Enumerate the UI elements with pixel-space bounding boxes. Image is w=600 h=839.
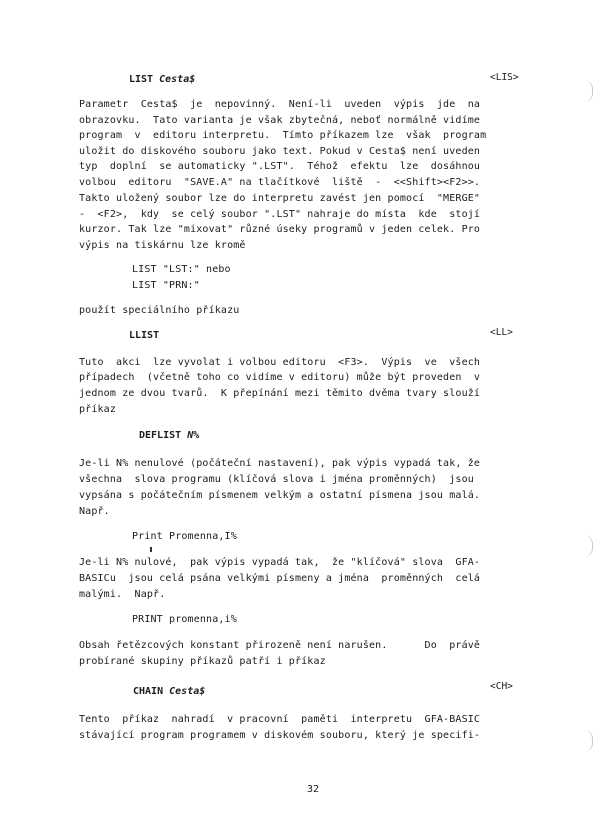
binder-hole-mark xyxy=(584,730,593,752)
paragraph-line: stávající program programem v diskovém souboru, který je specifi- xyxy=(79,730,481,741)
llist-abbreviation: <LL> xyxy=(490,327,513,338)
code-line: LIST "LST:" nebo xyxy=(132,264,231,275)
paragraph-line: Obsah řetězcových konstant přirozeně není narušen. Do právě xyxy=(79,640,481,651)
paragraph-line: typ doplní se automaticky ".LST". Téhož efektu lze dosáhnou xyxy=(79,161,481,172)
paragraph-line: všechna slova programu (klíčová slova i jména proměnných) jsou xyxy=(79,474,474,485)
paragraph-line: probírané skupiny příkazů patří i příkaz xyxy=(79,656,326,667)
llist-heading: LLIST xyxy=(129,330,160,341)
paragraph-line: Je-li N% nenulové (počáteční nastavení), pak výpis vypadá tak, že xyxy=(79,458,481,469)
paragraph-line: jednom ze dvou tvarů. K přepínání mezi těmito dvěma tvary slouží xyxy=(79,388,481,399)
code-line: LIST "PRN:" xyxy=(132,280,200,291)
paragraph-line: Je-li N% nulové, pak výpis vypadá tak, že "klíčová" slova GFA- xyxy=(79,557,481,568)
paragraph-line: příkaz xyxy=(79,404,117,415)
paragraph-line: obrazovku. Tato varianta je však zbytečná, neboť normálně vidíme xyxy=(79,115,481,126)
stray-mark xyxy=(150,547,152,552)
paragraph-line: Tento příkaz nahradí v pracovní paměti interpretu GFA-BASIC xyxy=(79,714,481,725)
paragraph-line: BASICu jsou celá psána velkými písmeny a jména proměnných celá xyxy=(79,573,481,584)
paragraph-line: výpis na tiskárnu lze kromě xyxy=(79,240,246,251)
paragraph-line: uložit do diskového souboru jako text. Pokud v Cesta$ není uveden xyxy=(79,146,481,157)
chain-abbreviation: <CH> xyxy=(490,681,513,692)
paragraph-line: Např. xyxy=(79,506,110,517)
list-heading: LIST Cesta$ xyxy=(129,74,196,85)
paragraph-line: program v editoru interpretu. Tímto příkazem lze však program xyxy=(79,130,487,141)
paragraph-line: vypsána s počátečním písmenem velkým a ostatní písmena jsou malá. xyxy=(79,490,481,501)
code-line: PRINT promenna,i% xyxy=(132,614,237,625)
chain-heading: CHAIN Cesta$ xyxy=(133,686,206,697)
list-abbreviation: <LIS> xyxy=(490,72,519,83)
code-line: Print Promenna,I% xyxy=(132,531,237,542)
paragraph-line: kurzor. Tak lze "mixovat" různé úseky programů v jeden celek. Pro xyxy=(79,224,481,235)
deflist-heading: DEFLIST N% xyxy=(139,430,200,441)
paragraph-line: malými. Např. xyxy=(79,589,166,600)
binder-hole-mark xyxy=(584,80,593,102)
paragraph-line: případech (včetně toho co vidíme v editoru) může být proveden v xyxy=(79,372,481,383)
paragraph-line: použít speciálního příkazu xyxy=(79,305,240,316)
paragraph-line: - <F2>, kdy se celý soubor ".LST" nahraje do místa kde stojí xyxy=(79,209,481,220)
paragraph-line: Tuto akci lze vyvolat i volbou editoru <F3>. Výpis ve všech xyxy=(79,357,481,368)
paragraph-line: Parametr Cesta$ je nepovinný. Není-li uveden výpis jde na xyxy=(79,99,481,110)
binder-hole-mark xyxy=(584,535,593,557)
page-number: 32 xyxy=(307,784,320,795)
paragraph-line: Takto uložený soubor lze do interpretu zavést jen pomocí "MERGE" xyxy=(79,193,481,204)
paragraph-line: volbou editoru "SAVE.A" na tlačítkové liště - <<Shift><F2>>. xyxy=(79,177,481,188)
